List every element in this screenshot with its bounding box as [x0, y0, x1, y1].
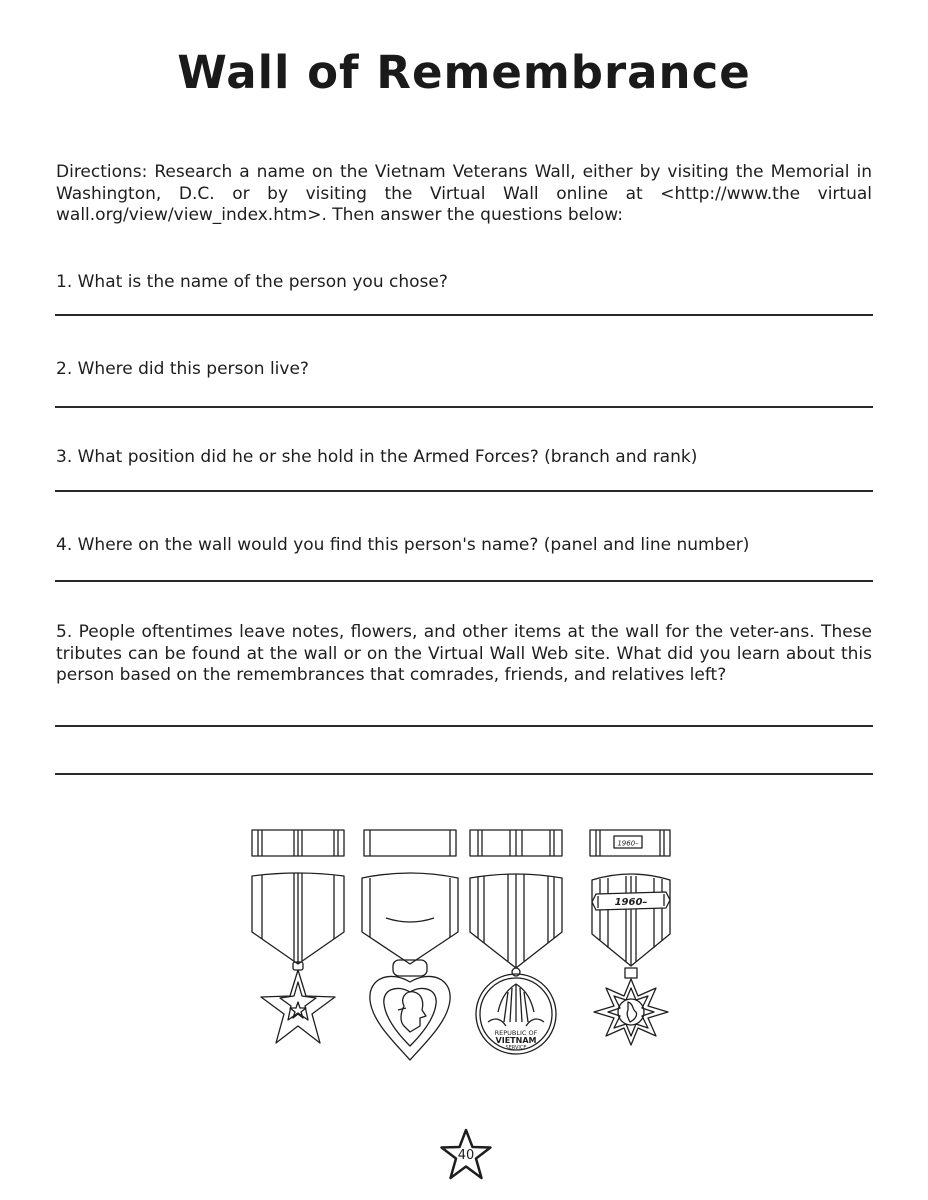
answer-line-1[interactable]	[55, 314, 873, 316]
question-4: 4. Where on the wall would you find this person's name? (panel and line number)	[56, 535, 750, 555]
answer-line-5b[interactable]	[55, 773, 873, 775]
page-number: 40	[457, 1148, 475, 1163]
page-title: Wall of Remembrance	[177, 46, 751, 99]
question-1: 1. What is the name of the person you chose?	[56, 272, 448, 292]
answer-line-2[interactable]	[55, 406, 873, 408]
question-5: 5. People oftentimes leave notes, flowers, and other items at the wall for the veter-ans. These tributes can be found at the wall or on the Virtual Wall Web site. What did you learn about this person based on the remembrances that comrades, friends, and relatives left?	[56, 622, 872, 685]
directions-text: Directions: Research a name on the Vietnam Veterans Wall, either by visiting the Memorial in Washington, D.C. or by visiting the Virtual Wall online at <http://www.the virtual wall.org/view/view_index.htm>. Then answer the questions below:	[56, 162, 872, 225]
vietnam-service-medal	[470, 830, 562, 1054]
answer-line-5a[interactable]	[55, 725, 873, 727]
question-3: 3. What position did he or she hold in the Armed Forces? (branch and rank)	[56, 447, 698, 467]
seal-text-3: SERVICE	[505, 1045, 527, 1051]
banner-date: 1960–	[614, 897, 648, 908]
vietnam-campaign-medal	[590, 830, 670, 1045]
answer-line-4[interactable]	[55, 580, 873, 582]
question-2: 2. Where did this person live?	[56, 359, 309, 379]
seal-text-1: REPUBLIC OF	[494, 1029, 538, 1037]
bronze-star-medal	[252, 830, 344, 1043]
seal-text-2: VIETNAM	[495, 1036, 537, 1045]
medals-illustration	[240, 822, 680, 1087]
answer-line-3[interactable]	[55, 490, 873, 492]
purple-heart-medal	[362, 830, 458, 1060]
ribbon-date-bar: 1960–	[617, 839, 639, 848]
